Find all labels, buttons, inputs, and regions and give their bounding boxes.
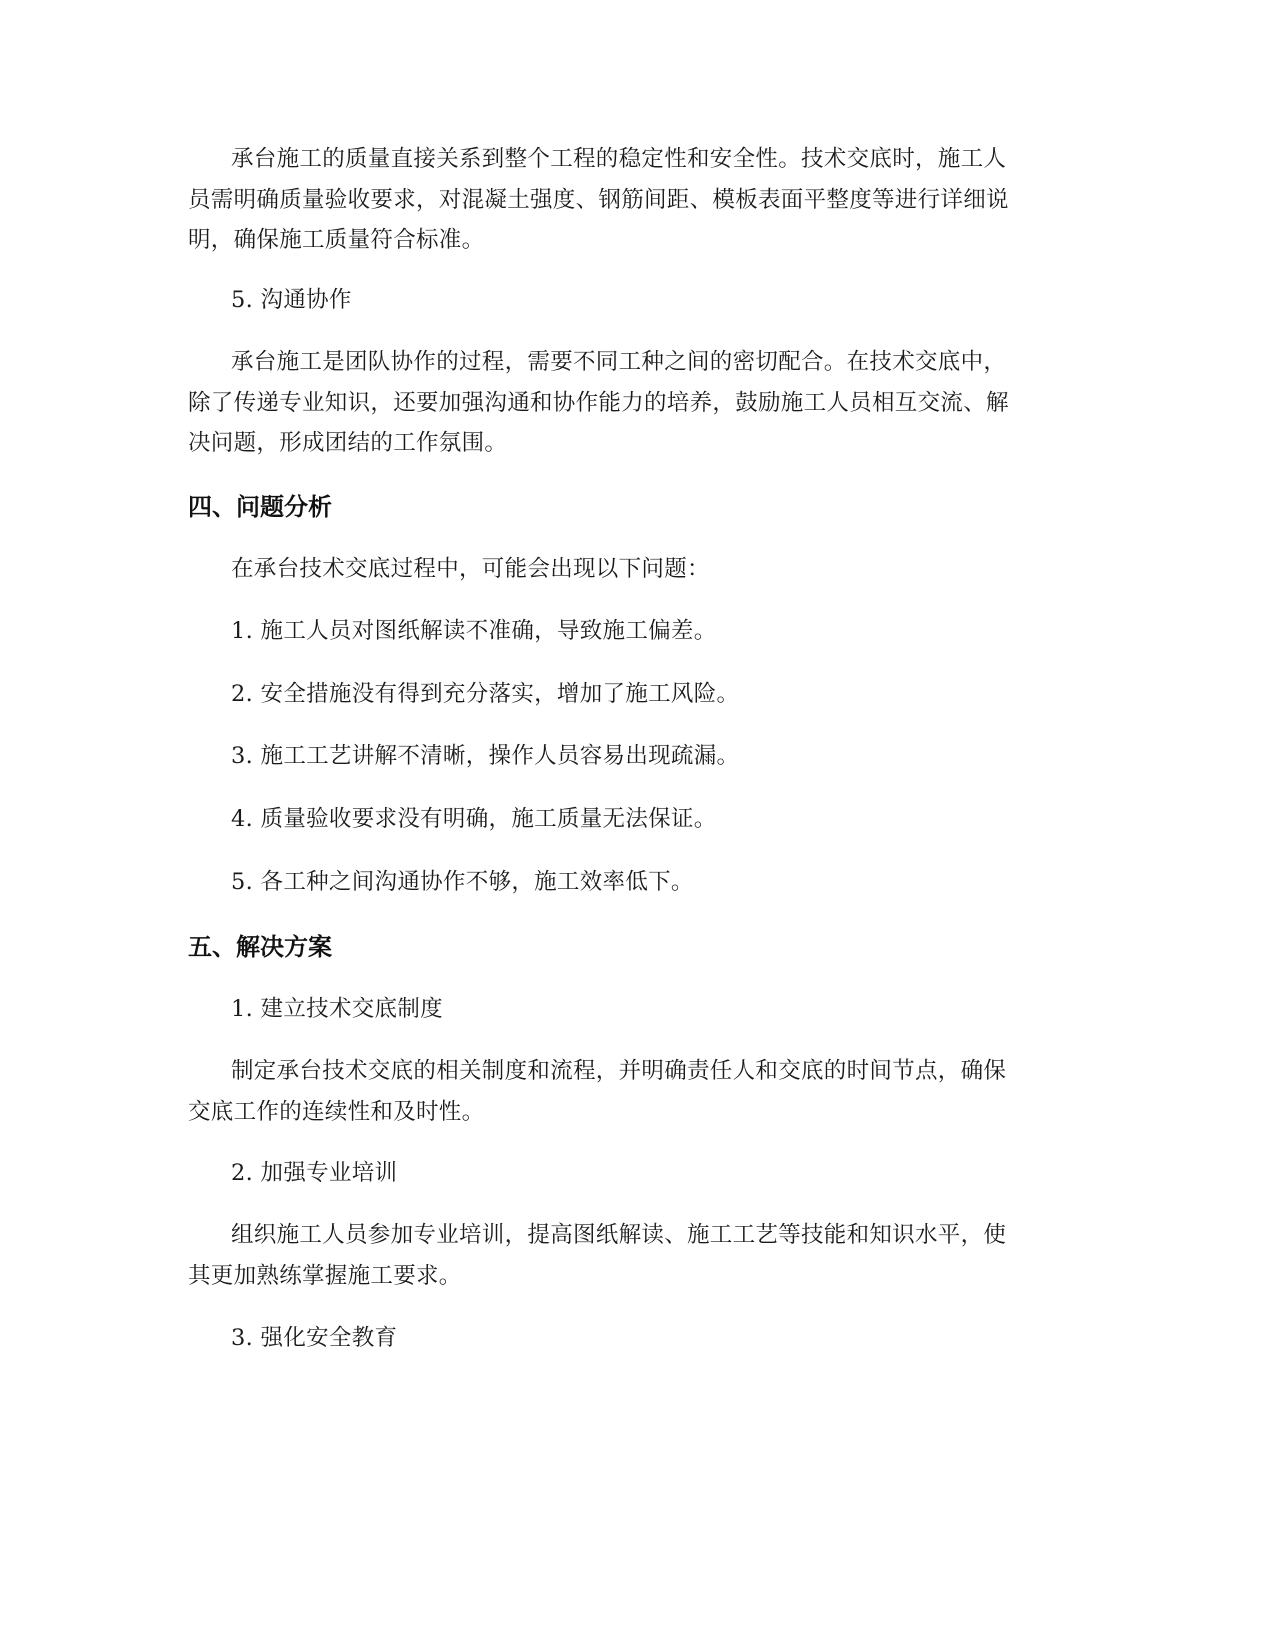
paragraph-line: 其更加熟练掌握施工要求。: [188, 1262, 462, 1289]
section-intro: 在承台技术交底过程中，可能会出现以下问题：: [231, 556, 710, 582]
solution-heading: 2. 加强专业培训: [231, 1160, 398, 1186]
problem-list-item: 1. 施工人员对图纸解读不准确，导致施工偏差。: [231, 618, 717, 644]
paragraph-line: 交底工作的连续性和及时性。: [188, 1098, 485, 1125]
paragraph-line: 制定承台技术交底的相关制度和流程，并明确责任人和交底的时间节点，确保: [231, 1058, 1007, 1084]
section-heading-solutions: 五、解决方案: [188, 933, 332, 961]
paragraph-line: 明，确保施工质量符合标准。: [188, 227, 485, 253]
solution-paragraph: [188, 1051, 1088, 1132]
item-heading-communication: 5. 沟通协作: [231, 287, 352, 313]
paragraph-quality: [188, 139, 1088, 261]
solution-paragraph: [188, 1215, 1088, 1296]
paragraph-line: 承台施工是团队协作的过程，需要不同工种之间的密切配合。在技术交底中，: [231, 349, 1007, 375]
paragraph-line: 除了传递专业知识，还要加强沟通和协作能力的培养，鼓励施工人员相互交流、解: [188, 389, 1009, 416]
solution-heading: 1. 建立技术交底制度: [231, 996, 443, 1022]
paragraph-line: 决问题，形成团结的工作氛围。: [188, 430, 508, 456]
problem-list-item: 3. 施工工艺讲解不清晰，操作人员容易出现疏漏。: [231, 743, 740, 769]
paragraph-line: 员需明确质量验收要求，对混凝土强度、钢筋间距、模板表面平整度等进行详细说: [188, 186, 1009, 213]
problem-list-item: 5. 各工种之间沟通协作不够，施工效率低下。: [231, 869, 694, 895]
problem-list-item: 2. 安全措施没有得到充分落实，增加了施工风险。: [231, 681, 740, 707]
problem-list-item: 4. 质量验收要求没有明确，施工质量无法保证。: [231, 806, 717, 832]
paragraph-line: 承台施工的质量直接关系到整个工程的稳定性和安全性。技术交底时，施工人: [231, 146, 1007, 172]
solution-heading: 3. 强化安全教育: [231, 1325, 398, 1351]
paragraph-communication: [188, 342, 1088, 464]
section-heading-problem-analysis: 四、问题分析: [188, 493, 332, 521]
paragraph-line: 组织施工人员参加专业培训，提高图纸解读、施工工艺等技能和知识水平，使: [231, 1222, 1007, 1248]
